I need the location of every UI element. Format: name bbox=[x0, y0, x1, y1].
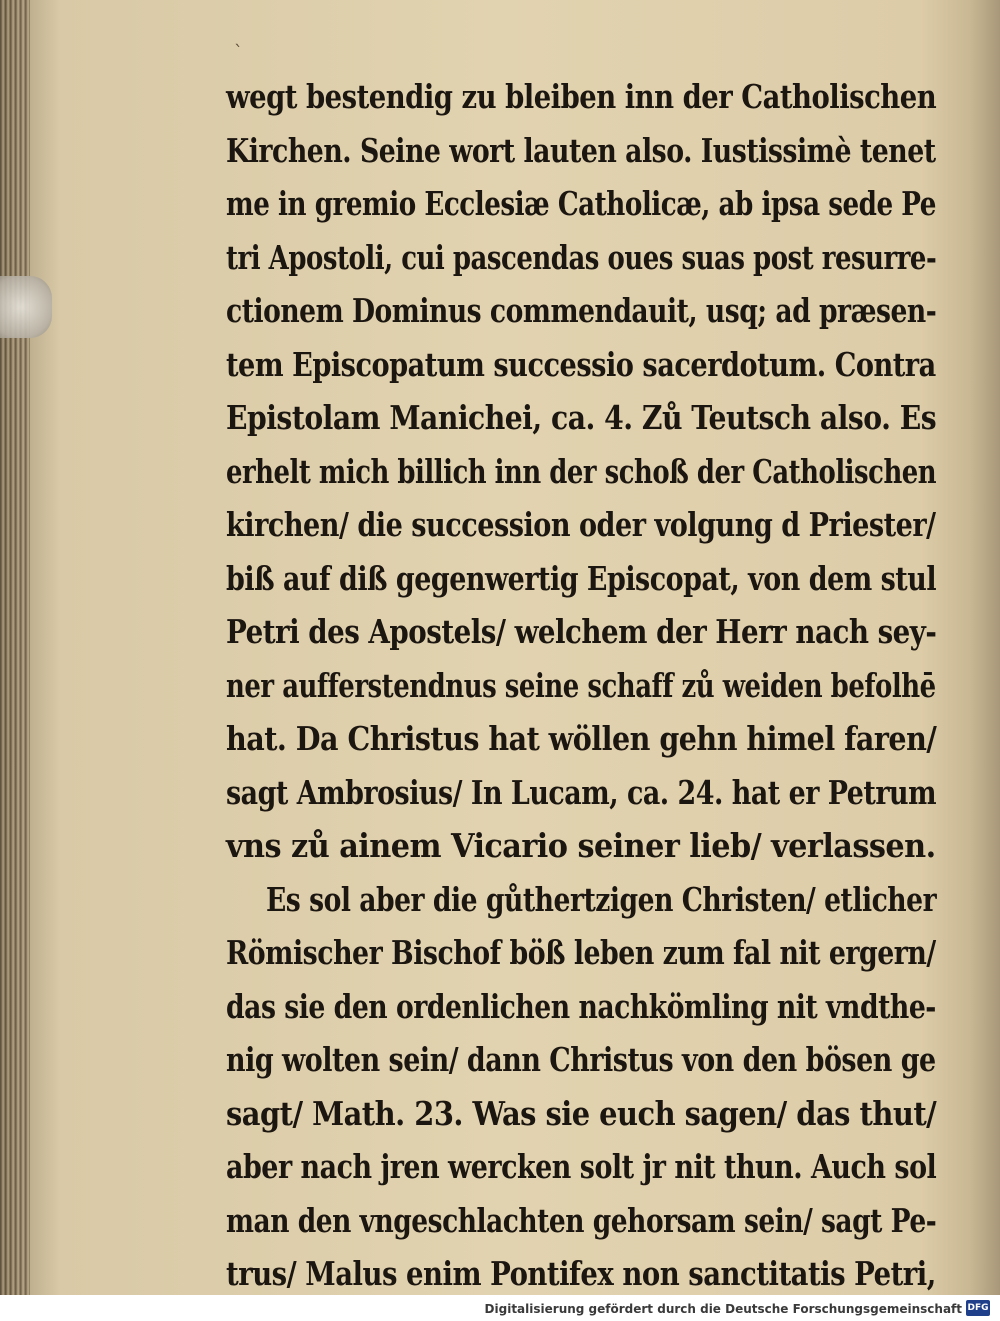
text-line: trus/ Malus enim Pontifex non sanctitatis Petri, bbox=[226, 1254, 936, 1293]
text-line: ner aufferstendnus seine schaff zů weiden befolhē bbox=[226, 665, 936, 705]
text-line: das sie den ordenlichen nachkömling nit vndthe- bbox=[226, 986, 936, 1026]
text-line: nig wolten sein/ dann Christus von den bösen ge bbox=[226, 1040, 936, 1079]
text-line: sagt/ Math. 23. Was sie euch sagen/ das thut/ bbox=[226, 1093, 937, 1133]
main-text-block bbox=[226, 70, 936, 1295]
text-line: hat. Da Christus hat wöllen gehn himel faren/ bbox=[226, 719, 937, 758]
text-line: Römischer Bischof böß leben zum fal nit ergern/ bbox=[226, 933, 936, 972]
funding-credit: Digitalisierung gefördert durch die Deutsche Forschungsgemeinschaft bbox=[484, 1302, 962, 1316]
text-line: aber nach jren wercken solt jr nit thun. Auch sol bbox=[226, 1147, 937, 1186]
paragraph-start-line: Es sol aber die gůthertzigen Christen/ etlicher bbox=[266, 879, 937, 919]
text-line: man den vngeschlachten gehorsam sein/ sagt Pe- bbox=[226, 1200, 937, 1240]
dfg-logo: DFG bbox=[966, 1300, 990, 1316]
footer-bar bbox=[0, 1297, 1000, 1321]
text-line: Kirchen. Seine wort lauten also. Iustissimè tenet bbox=[226, 130, 936, 170]
text-line: Petri des Apostels/ welchem der Herr nach sey- bbox=[226, 612, 937, 651]
book-page-edges bbox=[0, 0, 30, 1295]
text-line: tem Episcopatum successio sacerdotum. Contra bbox=[226, 344, 936, 384]
text-line: ctionem Dominus commendauit, usq; ad præsen- bbox=[226, 291, 937, 330]
text-line: Epistolam Manichei, ca. 4. Zů Teutsch also. Es bbox=[226, 398, 937, 437]
text-line: kirchen/ die succession oder volgung d Priester/ bbox=[226, 505, 936, 544]
text-line: erhelt mich billich inn der schoß der Catholischen bbox=[226, 451, 937, 491]
text-line: vns zů ainem Vicario seiner lieb/ verlassen. bbox=[226, 826, 936, 865]
text-line: biß auf diß gegenwertig Episcopat, von dem stul bbox=[226, 558, 937, 598]
text-line: sagt Ambrosius/ In Lucam, ca. 24. hat er Petrum bbox=[226, 772, 937, 812]
text-line: me in gremio Ecclesiæ Catholicæ, ab ipsa sede Pe bbox=[226, 184, 936, 223]
text-line: tri Apostoli, cui pascendas oues suas post resurre- bbox=[226, 237, 937, 277]
text-line: wegt bestendig zu bleiben inn der Catholischen bbox=[226, 77, 937, 116]
page-tab-marker bbox=[0, 276, 52, 338]
margin-mark: ˋ bbox=[234, 42, 243, 63]
